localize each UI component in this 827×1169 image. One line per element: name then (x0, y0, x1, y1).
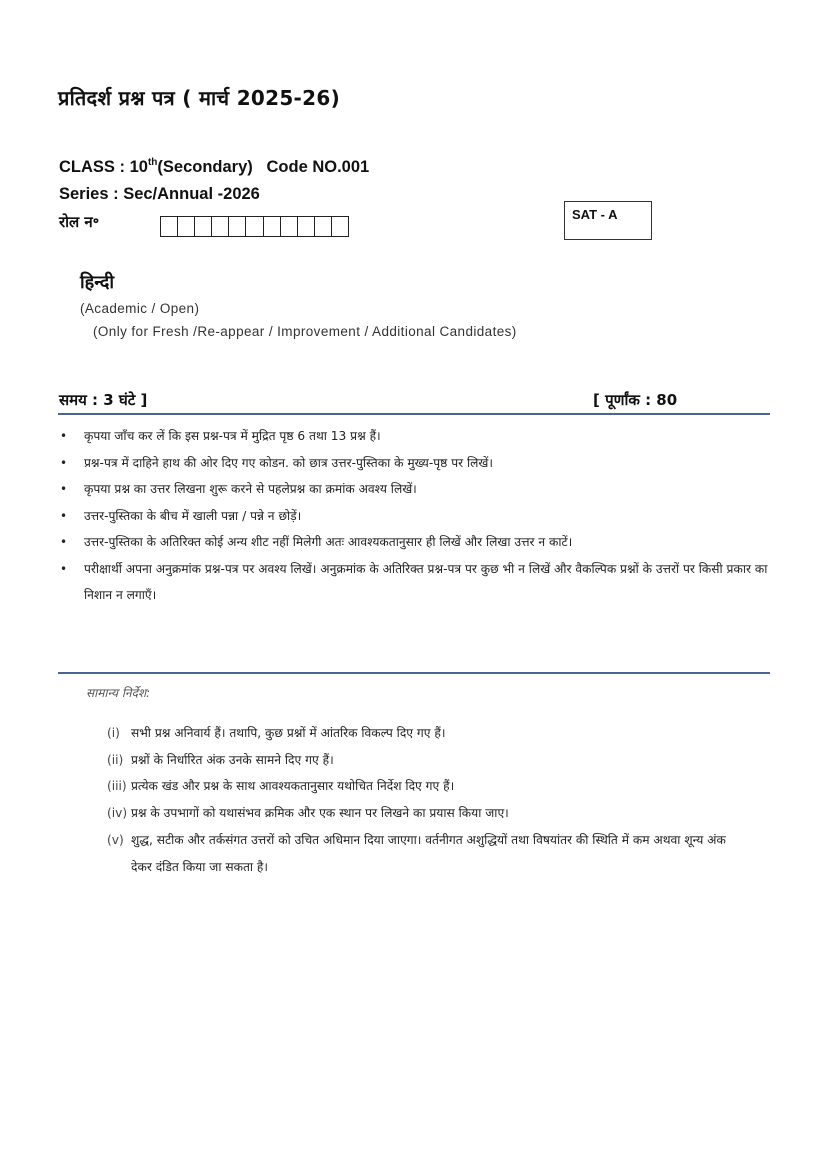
class-level: (Secondary) (157, 158, 253, 176)
roll-number-box[interactable] (264, 217, 281, 236)
instruction-text: प्रत्येक खंड और प्रश्न के साथ आवश्यकतानुसार यथोचित निर्देश दिए गए हैं। (131, 779, 455, 794)
rule-item (58, 450, 770, 477)
rule-item (58, 503, 770, 530)
instruction-item (107, 827, 749, 880)
subject-mode: (Academic / Open) (80, 301, 200, 316)
roll-number-box[interactable] (246, 217, 263, 236)
exam-time: समय : 3 घंटे ] (59, 391, 148, 409)
instruction-number: (i) (107, 726, 120, 740)
rule-item (58, 476, 770, 503)
instruction-number: (iv) (107, 806, 128, 821)
roll-number-box[interactable] (315, 217, 332, 236)
subject-name: हिन्दी (80, 272, 115, 293)
rule-text: कृपया प्रश्न का उत्तर लिखना शुरू करने से पहलेप्रश्न का क्रमांक अवश्य लिखें। (84, 482, 417, 496)
divider-top (58, 413, 770, 415)
class-superscript: th (147, 157, 158, 168)
bullet-icon: • (60, 455, 68, 470)
rule-text: कृपया जाँच कर लें कि इस प्रश्न-पत्र में मुद्रित पृष्ठ 6 तथा 13 प्रश्न हैं। (84, 429, 381, 443)
rule-text: परीक्षार्थी अपना अनुक्रमांक प्रश्न-पत्र पर अवश्य लिखें। अनुक्रमांक के अतिरिक्त प्रश्न-पत्र पर कुछ भी न लिखें और वैकल्पिक प्रश्नों के उत्तरों पर किसी प्रकार का निशान न लगाएँ। (84, 561, 768, 602)
bullet-icon: • (60, 508, 68, 523)
instruction-item (107, 773, 749, 800)
roll-number-box[interactable] (195, 217, 212, 236)
roll-number-boxes[interactable] (160, 216, 349, 237)
instruction-text: शुद्ध, सटीक और तर्कसंगत उत्तरों को उचित अधिमान दिया जाएगा। वर्तनीगत अशुद्धियों तथा विषयांतर की स्थिति में कम अथवा शून्य अंक देकर दंडित किया जा सकता है। (131, 832, 726, 874)
roll-number-box[interactable] (178, 217, 195, 236)
exam-rules-list (58, 423, 770, 609)
roll-number-box[interactable] (298, 217, 315, 236)
instruction-item (107, 800, 749, 827)
class-line (59, 157, 369, 177)
general-instructions-list (107, 720, 749, 880)
bullet-icon: • (60, 535, 68, 549)
roll-number-box[interactable] (281, 217, 298, 236)
general-instructions-title: सामान्य निर्देश: (86, 686, 151, 700)
bullet-icon: • (60, 561, 68, 576)
class-label: CLASS : 10 (59, 158, 148, 176)
roll-number-box[interactable] (212, 217, 229, 236)
instruction-text: प्रश्न के उपभागों को यथासंभव क्रमिक और एक स्थान पर लिखने का प्रयास किया जाए। (131, 806, 509, 821)
set-label: SAT - A (572, 207, 618, 222)
instruction-text: सभी प्रश्न अनिवार्य हैं। तथापि, कुछ प्रश्नों में आंतरिक विकल्प दिए गए हैं। (131, 726, 446, 740)
roll-number-label: रोल न॰ (59, 213, 100, 231)
rule-item (58, 423, 770, 450)
rule-item (58, 529, 770, 556)
roll-number-box[interactable] (332, 217, 348, 236)
max-marks: [ पूर्णांक : 80 (593, 391, 678, 409)
paper-title: प्रतिदर्श प्रश्न पत्र ( मार्च 2025-26) (58, 86, 341, 110)
instruction-text: प्रश्नों के निर्धारित अंक उनके सामने दिए गए हैं। (131, 752, 334, 767)
series-line: Series : Sec/Annual -2026 (59, 185, 260, 203)
instruction-item (107, 720, 749, 747)
bullet-icon: • (60, 429, 68, 443)
instruction-number: (ii) (107, 752, 124, 767)
bullet-icon: • (60, 482, 68, 496)
roll-number-box[interactable] (229, 217, 246, 236)
rule-text: उत्तर-पुस्तिका के बीच में खाली पन्ना / पन्ने न छोड़ें। (84, 508, 302, 523)
roll-number-box[interactable] (161, 217, 178, 236)
rule-text: प्रश्न-पत्र में दाहिने हाथ की ओर दिए गए कोडन. को छात्र उत्तर-पुस्तिका के मुख्य-पृष्ठ पर लिखें। (84, 455, 494, 470)
candidate-types: (Only for Fresh /Re-appear / Improvement / Additional Candidates) (93, 324, 517, 339)
instruction-number: (iii) (107, 779, 127, 794)
code-number: Code NO.001 (266, 158, 370, 176)
rule-item (58, 556, 770, 609)
instruction-item (107, 747, 749, 774)
instruction-number: (v) (107, 832, 124, 847)
rule-text: उत्तर-पुस्तिका के अतिरिक्त कोई अन्य शीट नहीं मिलेगी अतः आवश्यकतानुसार ही लिखें और लिखा उत्तर न काटें। (84, 535, 573, 549)
divider-bottom (58, 672, 770, 674)
